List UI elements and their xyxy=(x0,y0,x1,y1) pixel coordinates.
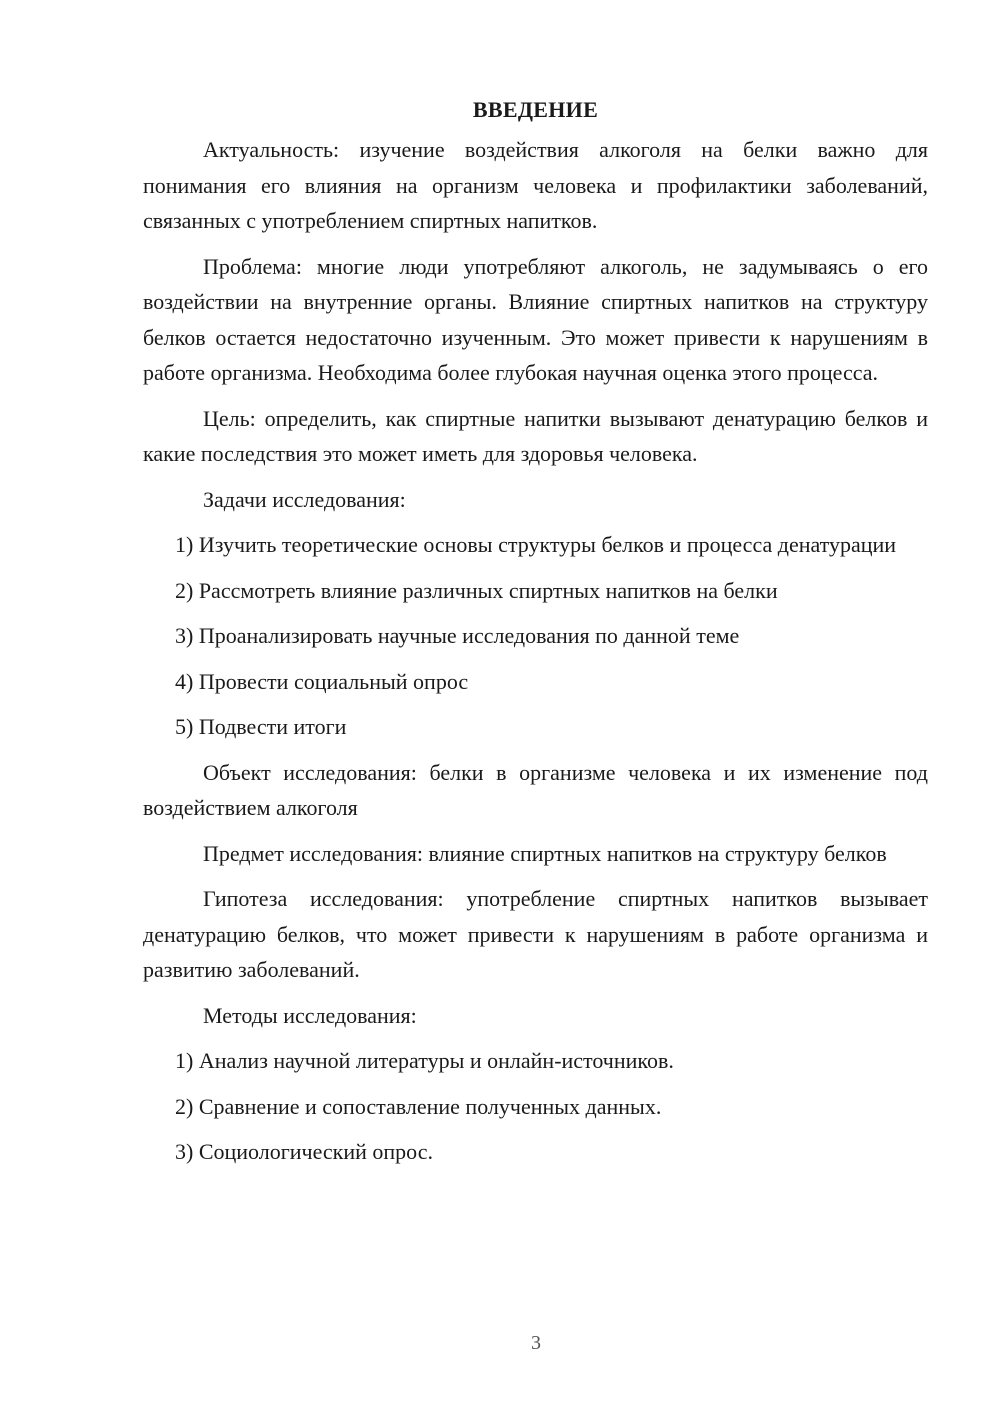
task-item-4: 4) Провести социальный опрос xyxy=(175,668,469,694)
task-item-2: 2) Рассмотреть влияние различных спиртных напитков на белки xyxy=(175,577,778,603)
tasks-label: Задачи исследования: xyxy=(203,486,406,512)
task-item-1: 1) Изучить теоретические основы структуры белков и процесса денатурации xyxy=(175,532,897,557)
page-number: 3 xyxy=(531,1332,541,1354)
document-page xyxy=(143,92,928,1180)
hypothesis-paragraph: Гипотеза исследования: употребление спиртных напитков вызывает денатурацию белков, что может привести к нарушениям в работе организма и развитию заболеваний. xyxy=(143,886,928,982)
method-item-3: 3) Социологический опрос. xyxy=(175,1139,433,1164)
method-item-2: 2) Сравнение и сопоставление полученных данных. xyxy=(175,1093,662,1119)
method-item-1: 1) Анализ научной литературы и онлайн-источников. xyxy=(175,1048,674,1073)
goal-paragraph: Цель: определить, как спиртные напитки вызывают денатурацию белков и какие последствия это может иметь для здоровья человека. xyxy=(143,405,928,466)
subject-paragraph: Предмет исследования: влияние спиртных напитков на структуру белков xyxy=(203,840,887,866)
object-paragraph: Объект исследования: белки в организме человека и их изменение под воздействием алкоголя xyxy=(143,759,928,820)
methods-label: Методы исследования: xyxy=(203,1002,417,1028)
relevance-paragraph: Актуальность: изучение воздействия алкоголя на белки важно для понимания его влияния на организм человека и профилактики заболеваний, связанных с употреблением спиртных напитков. xyxy=(143,137,928,233)
problem-paragraph: Проблема: многие люди употребляют алкоголь, не задумываясь о его воздействии на внутренние органы. Влияние спиртных напитков на структуру белков остается недостаточно изученным. Это может привести к нарушениям в работе организма. Необходима более глубокая научная оценка этого процесса. xyxy=(143,253,928,385)
task-item-5: 5) Подвести итоги xyxy=(175,714,347,739)
task-item-3: 3) Проанализировать научные исследования по данной теме xyxy=(175,623,740,648)
section-heading: ВВЕДЕНИЕ xyxy=(472,97,599,122)
